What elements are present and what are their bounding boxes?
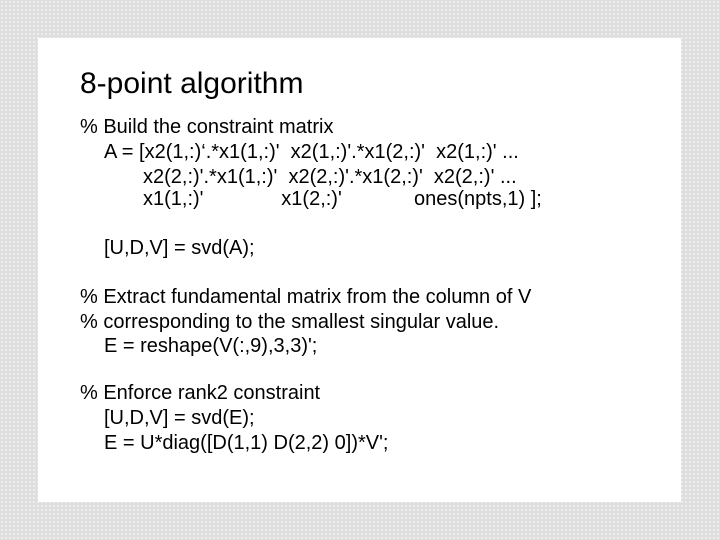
code-comment-enforce-rank2: % Enforce rank2 constraint: [80, 382, 321, 404]
code-line-rank2-e: E = U*diag([D(1,1) D(2,2) 0])*V';: [104, 432, 389, 454]
code-line-matrix-row-2: x2(2,:)'.*x1(1,:)' x2(2,:)'.*x1(2,:)' x2(2,:)' ...: [143, 166, 517, 188]
code-line-svd-e: [U,D,V] = svd(E);: [104, 407, 255, 429]
code-comment-extract-1: % Extract fundamental matrix from the column of V: [80, 286, 532, 308]
slide-title: 8-point algorithm: [80, 67, 304, 100]
code-line-matrix-row-1: A = [x2(1,:)‘.*x1(1,:)' x2(1,:)'.*x1(2,:)' x2(1,:)' ...: [104, 141, 519, 163]
code-comment-extract-2: % corresponding to the smallest singular value.: [80, 311, 500, 333]
code-line-svd-a: [U,D,V] = svd(A);: [104, 237, 255, 259]
code-line-reshape: E = reshape(V(:,9),3,3)';: [104, 335, 318, 357]
code-comment-build-matrix: % Build the constraint matrix: [80, 116, 334, 138]
code-line-matrix-row-3: x1(1,:)' x1(2,:)' ones(npts,1) ];: [143, 188, 542, 210]
